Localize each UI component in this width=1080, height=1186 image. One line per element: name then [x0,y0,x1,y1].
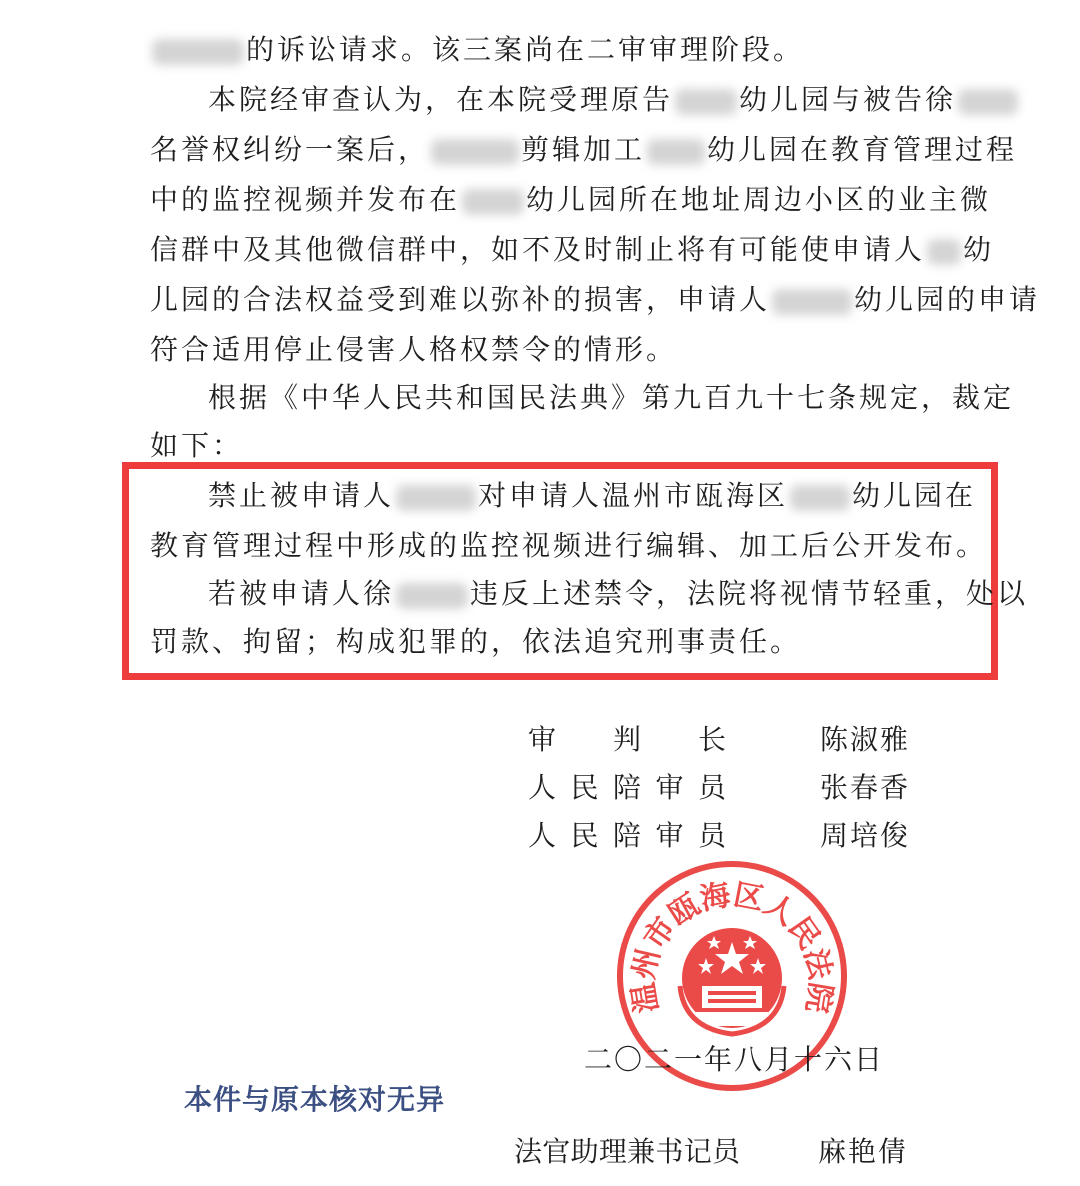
signature-role-juror-1: 人 民 陪 审 员 [528,771,726,804]
text-line-2: 本院经审查认为，在本院受理原告 幼儿园与被告徐 [208,82,1020,118]
redacted-name [431,139,519,165]
verification-stamp: 本件与原本核对无异 [184,1083,446,1116]
ruling-line-1: 禁止被申请人 对申请人温州市瓯海区 幼儿园在 [208,479,977,512]
signature-role-clerk: 法 官 助 理 兼 书 记 员 [514,1135,740,1168]
signature-name-juror-2: 周培俊 [820,819,911,852]
redacted-name [396,485,476,511]
redacted-name [927,239,961,265]
signature-role-presiding-judge: 审 判 长 [528,723,726,756]
signature-role-juror-2: 人 民 陪 审 员 [528,819,726,852]
redacted-name [958,89,1018,115]
ruling-line-4: 罚款、拘留；构成犯罪的，依法追究刑事责任。 [150,625,802,658]
text-line-1: 的诉讼请求。该三案尚在二审审理阶段。 [150,32,804,68]
signature-name-clerk: 麻艳倩 [818,1135,909,1168]
text-line-8: 根据《中华人民共和国民法典》第九百九十七条规定，裁定 [208,381,1015,414]
seal-text: 温州市瓯海区人民法院 [625,877,839,1016]
text-line-3: 名誉权纠纷一案后， 剪辑加工 幼儿园在教育管理过程 [150,133,1018,166]
redacted-name [772,289,852,315]
signature-name-juror-1: 张春香 [820,771,911,804]
text-line-6: 儿园的合法权益受到难以弥补的损害，申请人 幼儿园的申请 [150,283,1041,316]
text-line-9: 如下： [150,429,244,462]
redacted-name [396,583,468,609]
redacted-name [152,39,244,65]
redacted-name [462,189,524,215]
text-line-4: 中的监控视频并发布在 幼儿园所在地址周边小区的业主微 [150,183,992,216]
redacted-name [790,485,850,511]
ruling-date: 二〇二一年八月十六日 [584,1043,885,1076]
signature-name-presiding-judge: 陈淑雅 [820,723,911,756]
redacted-name [675,89,737,115]
redacted-name [647,139,705,165]
ruling-line-2: 教育管理过程中形成的监控视频进行编辑、加工后公开发布。 [150,529,988,562]
text-line-7: 符合适用停止侵害人格权禁令的情形。 [150,333,678,366]
ruling-line-3: 若被申请人徐 违反上述禁令，法院将视情节轻重，处以 [208,577,1029,610]
text-line-5: 信群中及其他微信群中，如不及时制止将有可能使申请人 幼 [150,233,995,266]
